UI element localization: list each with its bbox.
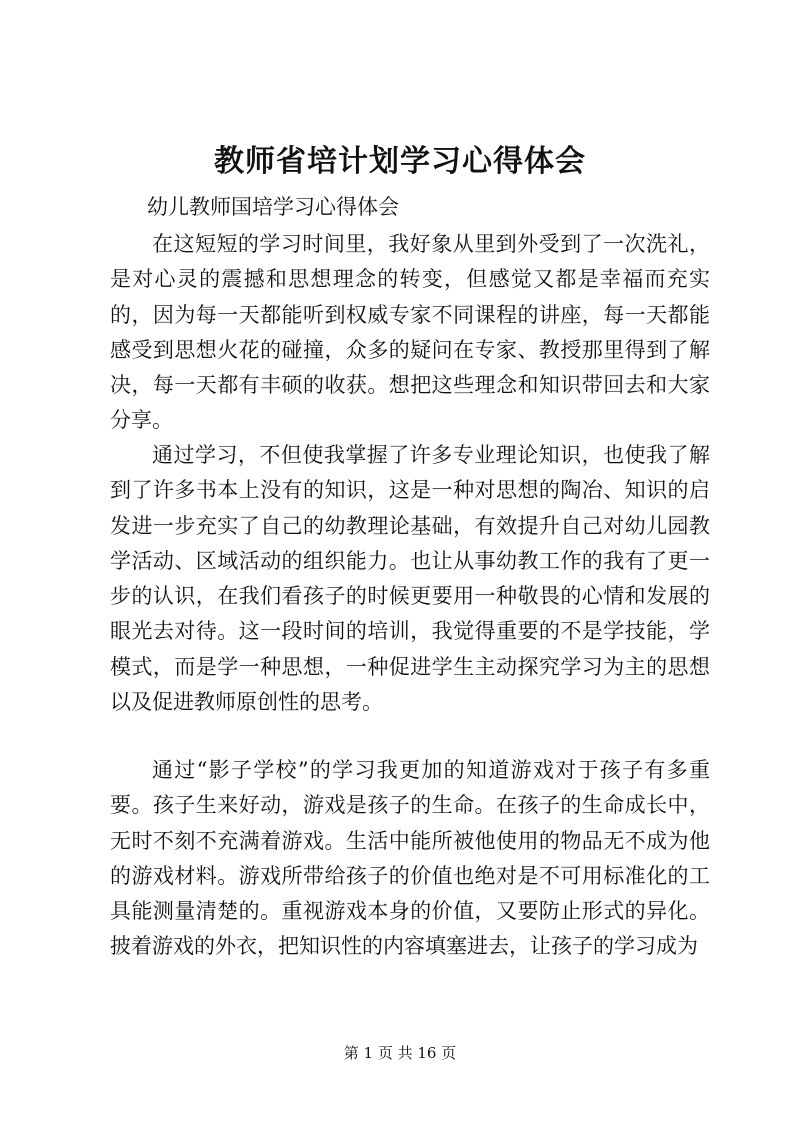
paragraph: 在这短短的学习时间里，我好象从里到外受到了一次洗礼，是对心灵的震撼和思想理念的转变，但感觉又都是幸福而充实的，因为每一天都能听到权威专家不同课程的讲座，每一天都能感受到思想火花的碰撞，众多的疑问在专家、教授那里得到了解决，每一天都有丰硕的收获。想把这些理念和知识带回去和大家分享。 — [110, 232, 710, 433]
paragraph: 通过“影子学校”的学习我更加的知道游戏对于孩子有多重要。孩子生来好动，游戏是孩子的生命。在孩子的生命成长中，无时不刻不充满着游戏。生活中能所被他使用的物品无不成为他的游戏材料。游戏所带给孩子的价值也绝对是不可用标准化的工具能测量清楚的。重视游戏本身的价值，又要防止形式的异化。披着游戏的外衣，把知识性的内容填塞进去，让孩子的学习成为 — [110, 758, 710, 959]
document-title: 教师省培计划学习心得体会 — [214, 144, 586, 179]
page-number-footer: 第 1 页 共 16 页 — [343, 1044, 457, 1062]
document-subtitle: 幼儿教师国培学习心得体会 — [147, 195, 399, 219]
paragraph: 通过学习，不但使我掌握了许多专业理论知识，也使我了解到了许多书本上没有的知识，这是一种对思想的陶冶、知识的启发进一步充实了自己的幼教理论基础，有效提升自己对幼儿园教学活动、区域活动的组织能力。也让从事幼教工作的我有了更一步的认识，在我们看孩子的时候更要用一种敬畏的心情和发展的眼光去对待。这一段时间的培训，我觉得重要的不是学技能，学模式，而是学一种思想，一种促进学生主动探究学习为主的思想以及促进教师原创性的思考。 — [110, 443, 710, 715]
